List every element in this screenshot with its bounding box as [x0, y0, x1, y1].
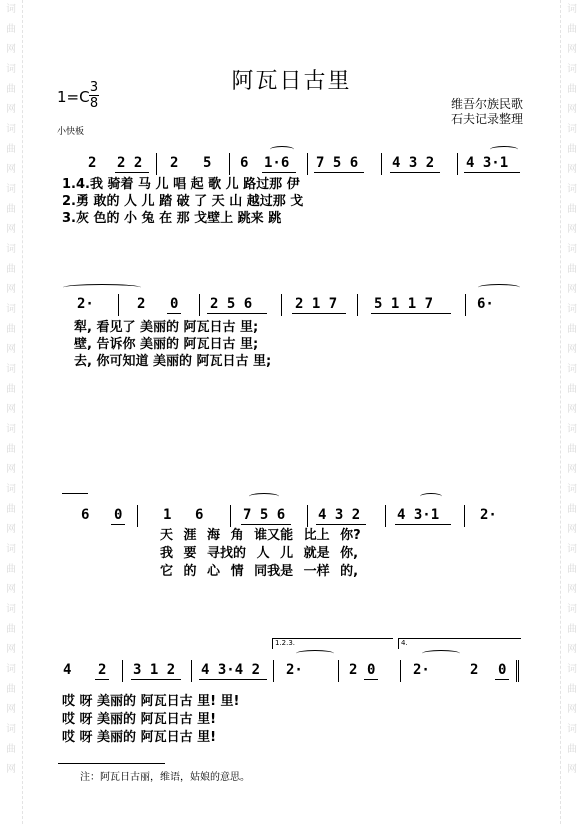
- lyric-line: 天 涯 海 角 谁又能 比上 你?: [160, 528, 361, 543]
- watermark-glyph: 曲: [567, 204, 577, 215]
- beam: [199, 679, 267, 680]
- meter-top: 3: [89, 80, 99, 95]
- slur: [270, 146, 294, 153]
- tie-end: [62, 493, 88, 494]
- note: 2·: [413, 662, 430, 678]
- beam: [395, 524, 451, 525]
- tempo-marking: 小快板: [57, 127, 85, 137]
- beam: [292, 313, 346, 314]
- watermark-glyph: 网: [567, 44, 577, 55]
- watermark-glyph: 词: [6, 124, 16, 135]
- watermark-glyph: 网: [6, 644, 16, 655]
- footnote: 注：阿瓦日古丽，维语，姑娘的意思。: [80, 772, 250, 783]
- beam: [314, 172, 364, 173]
- note: 2: [470, 662, 479, 678]
- note: 6: [195, 507, 204, 523]
- watermark-glyph: 词: [567, 64, 577, 75]
- watermark-glyph: 网: [567, 764, 577, 775]
- barline: [191, 660, 192, 682]
- barline: [281, 294, 282, 316]
- watermark-glyph: 网: [6, 164, 16, 175]
- watermark-glyph: 曲: [6, 564, 16, 575]
- tie: [296, 650, 334, 657]
- volta-second: 4.: [398, 638, 521, 649]
- barline: [273, 660, 274, 682]
- watermark-glyph: 曲: [6, 384, 16, 395]
- barline: [199, 294, 200, 316]
- note: 2: [349, 662, 358, 678]
- lyric-line: 去, 你可知道 美丽的 阿瓦日古 里;: [74, 354, 272, 369]
- credit-origin: 维吾尔族民歌: [451, 97, 524, 111]
- lyric-line: 哎 呀 美丽的 阿瓦日古 里!: [62, 730, 217, 745]
- note: 6: [240, 155, 249, 171]
- final-barline: [516, 660, 521, 682]
- watermark-glyph: 曲: [567, 24, 577, 35]
- note: 0: [498, 662, 507, 678]
- watermark-glyph: 网: [567, 464, 577, 475]
- barline: [465, 294, 466, 316]
- barline: [357, 294, 358, 316]
- watermark-glyph: 曲: [567, 84, 577, 95]
- barline: [307, 153, 308, 175]
- watermark-glyph: 曲: [6, 264, 16, 275]
- note: 2: [88, 155, 97, 171]
- watermark-glyph: 词: [567, 244, 577, 255]
- watermark-glyph: 曲: [6, 504, 16, 515]
- watermark-glyph: 网: [567, 104, 577, 115]
- note: 2: [98, 662, 107, 678]
- note: 4 3·4 2: [201, 662, 261, 678]
- beam: [207, 313, 267, 314]
- note: 2·: [286, 662, 303, 678]
- watermark-glyph: 词: [567, 664, 577, 675]
- watermark-glyph: 曲: [567, 624, 577, 635]
- watermark-glyph: 词: [6, 604, 16, 615]
- watermark-glyph: 网: [6, 764, 16, 775]
- note: 4 3 2: [318, 507, 361, 523]
- watermark-glyph: 词: [6, 4, 16, 15]
- watermark-glyph: 网: [567, 344, 577, 355]
- note: 4: [63, 662, 72, 678]
- watermark-glyph: 网: [6, 44, 16, 55]
- watermark-glyph: 词: [6, 184, 16, 195]
- note: 0: [170, 296, 179, 312]
- note: 2·: [480, 507, 497, 523]
- song-title: 阿瓦日古里: [231, 69, 352, 94]
- watermark-glyph: 网: [567, 284, 577, 295]
- key-signature: 1=C: [57, 88, 90, 106]
- watermark-glyph: 词: [6, 364, 16, 375]
- note: 2 2: [117, 155, 143, 171]
- barline: [229, 153, 230, 175]
- beam: [167, 313, 181, 314]
- lyric-line: 壁, 告诉你 美丽的 阿瓦日古 里;: [74, 337, 259, 352]
- beam: [390, 172, 440, 173]
- watermark-glyph: 曲: [6, 144, 16, 155]
- watermark-glyph: 网: [6, 704, 16, 715]
- watermark-glyph: 网: [567, 164, 577, 175]
- watermark-glyph: 曲: [567, 384, 577, 395]
- watermark-glyph: 网: [6, 104, 16, 115]
- watermark-glyph: 网: [567, 644, 577, 655]
- barline: [464, 505, 465, 527]
- watermark-glyph: 网: [6, 284, 16, 295]
- barline: [381, 153, 382, 175]
- note: 1: [163, 507, 172, 523]
- watermark-glyph: 词: [6, 244, 16, 255]
- watermark-glyph: 曲: [567, 504, 577, 515]
- note: 2 1 7: [295, 296, 338, 312]
- watermark-glyph: 网: [6, 404, 16, 415]
- lyric-line: 1.4.我 骑着 马 儿 唱 起 歌 儿 路过那 伊: [62, 177, 300, 192]
- note: 0: [114, 507, 123, 523]
- watermark-glyph: 网: [567, 704, 577, 715]
- watermark-glyph: 词: [6, 424, 16, 435]
- barline: [122, 660, 123, 682]
- meter-bottom: 8: [89, 96, 99, 111]
- lyric-line: 哎 呀 美丽的 阿瓦日古 里!: [62, 712, 217, 727]
- watermark-glyph: 词: [567, 124, 577, 135]
- note: 7 5 6: [243, 507, 286, 523]
- lyric-line: 我 要 寻找的 人 儿 就是 你,: [160, 546, 359, 561]
- lyric-line: 3.灰 色的 小 兔 在 那 戈壁上 跳来 跳: [62, 211, 282, 226]
- watermark-glyph: 词: [567, 364, 577, 375]
- watermark-glyph: 曲: [6, 684, 16, 695]
- note: 4 3·1: [397, 507, 440, 523]
- watermark-glyph: 网: [567, 404, 577, 415]
- tie: [422, 650, 460, 657]
- watermark-glyph: 网: [6, 224, 16, 235]
- watermark-glyph: 曲: [6, 204, 16, 215]
- watermark-glyph: 曲: [567, 264, 577, 275]
- lyric-line: 它 的 心 情 同我是 一样 的,: [160, 564, 359, 579]
- watermark-glyph: 网: [6, 344, 16, 355]
- watermark-glyph: 词: [6, 484, 16, 495]
- beam: [464, 172, 520, 173]
- barline: [137, 505, 138, 527]
- barline: [400, 660, 401, 682]
- watermark-glyph: 曲: [6, 84, 16, 95]
- note: 3 1 2: [133, 662, 176, 678]
- watermark-glyph: 曲: [567, 564, 577, 575]
- barline: [156, 153, 157, 175]
- watermark-glyph: 词: [567, 604, 577, 615]
- lyric-line: 2.勇 敢的 人 儿 踏 破 了 天 山 越过那 戈: [62, 194, 304, 209]
- watermark-glyph: 曲: [567, 684, 577, 695]
- barline: [385, 505, 386, 527]
- note: 6·: [477, 296, 494, 312]
- beam: [111, 524, 125, 525]
- beam: [364, 679, 378, 680]
- note: 2·: [77, 296, 94, 312]
- barline: [338, 660, 339, 682]
- beam: [131, 679, 181, 680]
- tie: [490, 146, 518, 153]
- watermark-glyph: 曲: [6, 24, 16, 35]
- tie: [63, 284, 141, 291]
- watermark-glyph: 曲: [6, 444, 16, 455]
- watermark-glyph: 网: [567, 224, 577, 235]
- watermark-glyph: 词: [6, 724, 16, 735]
- watermark-glyph: 词: [567, 184, 577, 195]
- barline: [118, 294, 119, 316]
- note: 2 5 6: [210, 296, 253, 312]
- watermark-glyph: 曲: [6, 744, 16, 755]
- watermark-glyph: 词: [567, 4, 577, 15]
- watermark-glyph: 曲: [6, 324, 16, 335]
- watermark-glyph: 曲: [567, 744, 577, 755]
- note: 4 3 2: [392, 155, 435, 171]
- note: 5 1 1 7: [374, 296, 434, 312]
- watermark-glyph: 词: [567, 304, 577, 315]
- watermark-glyph: 词: [567, 544, 577, 555]
- slur: [420, 493, 442, 500]
- watermark-glyph: 曲: [567, 444, 577, 455]
- note: 6: [81, 507, 90, 523]
- beam: [371, 313, 451, 314]
- watermark-glyph: 曲: [567, 324, 577, 335]
- beam: [495, 679, 509, 680]
- volta-first: 1.2.3.: [272, 638, 393, 649]
- note: 4 3·1: [466, 155, 509, 171]
- watermark-glyph: 网: [567, 524, 577, 535]
- slur: [249, 493, 279, 500]
- tie: [478, 284, 520, 291]
- lyric-line: 哎 呀 美丽的 阿瓦日古 里! 里!: [62, 694, 240, 709]
- lyric-line: 犁, 看见了 美丽的 阿瓦日古 里;: [74, 320, 259, 335]
- watermark-glyph: 词: [567, 724, 577, 735]
- note: 2: [137, 296, 146, 312]
- credit-arranger: 石夫记录整理: [451, 112, 524, 126]
- watermark-glyph: 网: [6, 464, 16, 475]
- note: 2: [170, 155, 179, 171]
- watermark-glyph: 网: [6, 584, 16, 595]
- watermark-glyph: 网: [567, 584, 577, 595]
- watermark-glyph: 词: [567, 484, 577, 495]
- note: 1·6: [264, 155, 290, 171]
- watermark-glyph: 网: [6, 524, 16, 535]
- watermark-glyph: 词: [6, 304, 16, 315]
- note: 0: [367, 662, 376, 678]
- barline: [457, 153, 458, 175]
- watermark-glyph: 词: [6, 664, 16, 675]
- watermark-glyph: 曲: [6, 624, 16, 635]
- watermark-glyph: 词: [6, 64, 16, 75]
- watermark-glyph: 词: [6, 544, 16, 555]
- watermark-glyph: 曲: [567, 144, 577, 155]
- watermark-glyph: 词: [567, 424, 577, 435]
- note: 5: [203, 155, 212, 171]
- beam: [95, 679, 109, 680]
- footnote-divider: [58, 763, 165, 764]
- note: 7 5 6: [316, 155, 359, 171]
